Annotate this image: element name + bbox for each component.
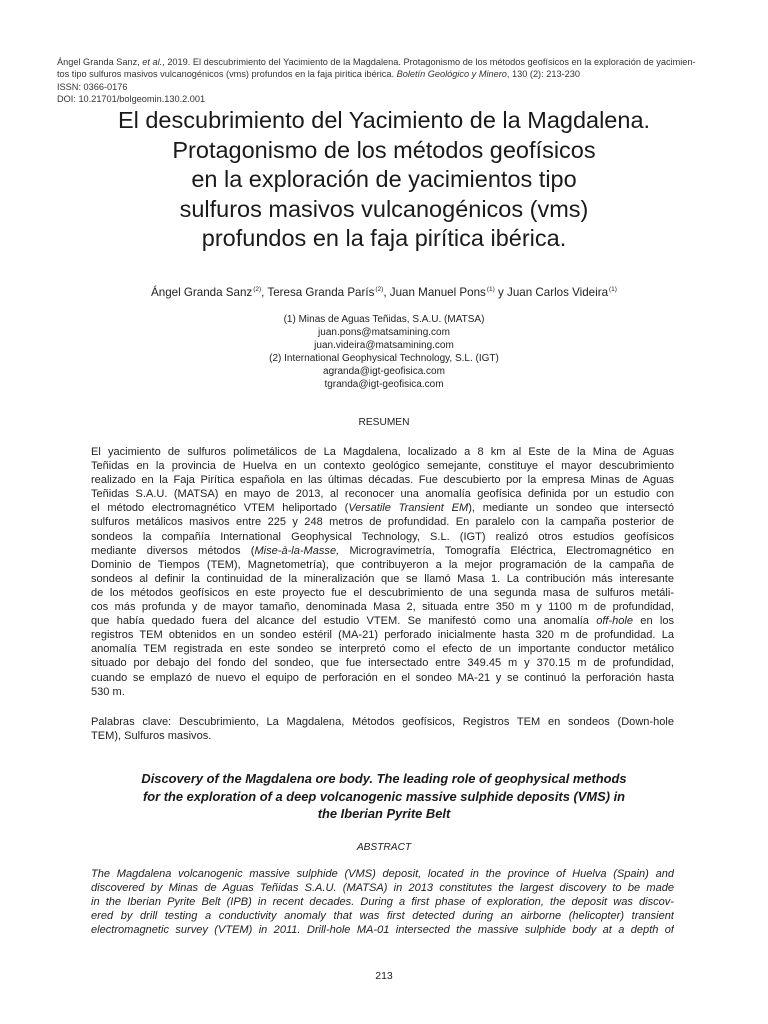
- abstract-line: ered by drill testing a conductivity anomaly that was first detected during an airborne (helicopter) transient: [91, 910, 674, 923]
- affiliations: [60, 314, 708, 391]
- resumen-line: anomalía TEM registrada en este sondeo se interpretó como el efecto de un importante conductor metálico: [91, 643, 674, 656]
- email-link[interactable]: juan.pons@matsamining.com: [318, 326, 450, 338]
- keywords-paragraph: [91, 715, 674, 743]
- english-title-line: the Iberian Pyrite Belt: [317, 806, 451, 822]
- author-name: Ángel Granda Sanz: [151, 286, 253, 299]
- resumen-line: Teñidas S.A.U. (MATSA) en mayo de 2013, al reconocer una anomalía geofísica definida por un estudio con: [91, 488, 674, 501]
- abstract-line: The Magdalena volcanogenic massive sulphide (VMS) deposit, located in the province of Huelva (Spain) and: [91, 868, 674, 880]
- author-affiliation-mark: (1): [486, 286, 495, 293]
- resumen-line: El yacimiento de sulfuros polimetálicos de La Magdalena, localizado a 8 km al Este de la Mina de Aguas: [91, 446, 674, 458]
- resumen-line: realizado en la Faja Pirítica española en las últimas décadas. Fue descubierto por la empresa Minas de Aguas: [91, 474, 674, 487]
- english-title: [60, 770, 708, 823]
- keywords-line: Palabras clave: Descubrimiento, La Magdalena, Métodos geofísicos, Registros TEM en sondeos (Down-hole: [91, 716, 674, 728]
- resumen-line: de los métodos geofísicos en este proyecto fue el descubrimiento de una segunda masa de sulfuros metáli-: [91, 586, 674, 599]
- author-name: Teresa Granda París: [267, 286, 375, 299]
- resumen-line: cos más profunda y de mayor tamaño, denominada Masa 2, situada entre 350 m y 1100 m de profundidad,: [91, 601, 674, 614]
- citation-line-2: tos tipo sulfuros masivos vulcanogénicos (vms) profundos en la faja pirítica ibérica. Boletín Geológico y Minero, 130 (2): 213-230: [57, 69, 580, 80]
- title-line: El descubrimiento del Yacimiento de la Magdalena.: [117, 107, 651, 133]
- author-affiliation-mark: (1): [609, 286, 617, 293]
- resumen-line: que había quedado fuera del alcance del estudio VTEM. Se manifestó como una anomalía off-hole en los: [91, 615, 674, 628]
- citation-line-1: Ángel Granda Sanz, et al., 2019. El descubrimiento del Yacimiento de la Magdalena. Protagonismo de los métodos geofísicos en la exploración de yacimien-: [57, 57, 696, 67]
- author-list: Ángel Granda Sanz$^{(2)}$, Teresa Granda París$^{(2)}$, Juan Manuel Pons$^{(1)}$ y Juan Carlos Videira$^{(1)}$: [151, 286, 617, 299]
- resumen-line: sondeos la compañía International Geophysical Technology, S.L. (IGT) realizó otros estudios geofísicos: [91, 530, 674, 543]
- resumen-line: registros TEM obtenidos en un sondeo estéril (MA-21) perforado inicialmente hasta 320 m de profundidad. La: [91, 629, 674, 642]
- keywords-line: TEM), Sulfuros masivos.: [91, 730, 212, 743]
- resumen-line: 530 m.: [91, 685, 125, 698]
- resumen-line: sulfuros metálicos masivos entre 225 y 248 metros de profundidad. En paralelo con la campaña posterior de: [91, 516, 674, 529]
- title-line: profundos en la faja pirítica ibérica.: [201, 225, 567, 251]
- resumen-heading: RESUMEN: [358, 417, 410, 428]
- author-name: Juan Manuel Pons: [389, 286, 486, 299]
- doi: DOI: 10.21701/bolgeomin.130.2.001: [57, 94, 206, 105]
- english-title-line: Discovery of the Magdalena ore body. The leading role of geophysical methods: [141, 771, 627, 786]
- abstract-paragraph: [91, 867, 674, 937]
- email-link[interactable]: agranda@igt-geofisica.com: [323, 365, 445, 377]
- abstract-line: electromagnetic survey (VTEM) in 2011. Drill-hole MA-01 intersected the massive sulphide body at a depth of: [91, 924, 674, 937]
- citation-header: [57, 56, 717, 106]
- title-line: en la exploración de yacimientos tipo: [191, 166, 577, 192]
- resumen-line: sondeos al definir la continuidad de la mineralización que se llamó Masa 1. La contribución más interesante: [91, 572, 674, 585]
- abstract-line: discovered by Minas de Aguas Teñidas S.A.U. (MATSA) in 2013 constitutes the largest discovery to be made: [91, 882, 674, 895]
- abstract-line: in the Iberian Pyrite Belt (IPB) in recent decades. During a first phase of exploration, the deposit was discov-: [91, 896, 674, 909]
- author-name: Juan Carlos Videira: [507, 286, 609, 299]
- issn: ISSN: 0366-0176: [57, 81, 128, 92]
- resumen-paragraph: [91, 445, 674, 699]
- abstract-heading: ABSTRACT: [356, 842, 412, 853]
- resumen-line: situado por debajo del fondo del sondeo, que fue intersectado entre 349.45 m y 370.15 m de profundidad,: [91, 657, 674, 670]
- english-title-line: for the exploration of a deep volcanogenic massive sulphide deposits (VMS) in: [142, 788, 626, 804]
- resumen-line: Teñidas en la provincia de Huelva en un contexto geológico semejante, constituye el mayor descubrimiento: [91, 460, 674, 473]
- email-link[interactable]: tgranda@igt-geofisica.com: [324, 378, 444, 390]
- title-line: Protagonismo de los métodos geofísicos: [172, 136, 596, 163]
- paper-title: [60, 106, 708, 254]
- resumen-line: cuando se emplazó de nuevo el equipo de perforación en el sondeo MA-21 y se continuó la perforación hasta: [91, 671, 674, 684]
- author-affiliation-mark: (2): [253, 286, 262, 293]
- resumen-line: Dominio de Tiempos (TEM), Magnetometría), que contribuyeron a la mejor programación de la campaña de: [91, 558, 674, 571]
- resumen-line: mediante diversos métodos (Mise-à-la-Masse, Microgravimetría, Tomografía Eléctrica, Electromagnético en: [91, 544, 674, 557]
- author-affiliation-mark: (2): [375, 286, 384, 293]
- affiliation-line: (2) International Geophysical Technology, S.L. (IGT): [269, 352, 499, 364]
- title-line: sulfuros masivos vulcanogénicos (vms): [179, 195, 589, 222]
- resumen-line: el método electromagnético VTEM heliportado (Versatile Transient EM), mediante un sondeo que intersectó: [91, 502, 674, 515]
- affiliation-line: (1) Minas de Aguas Teñidas, S.A.U. (MATSA): [283, 314, 485, 325]
- page-number: 213: [375, 970, 393, 982]
- email-link[interactable]: juan.videira@matsamining.com: [314, 339, 454, 351]
